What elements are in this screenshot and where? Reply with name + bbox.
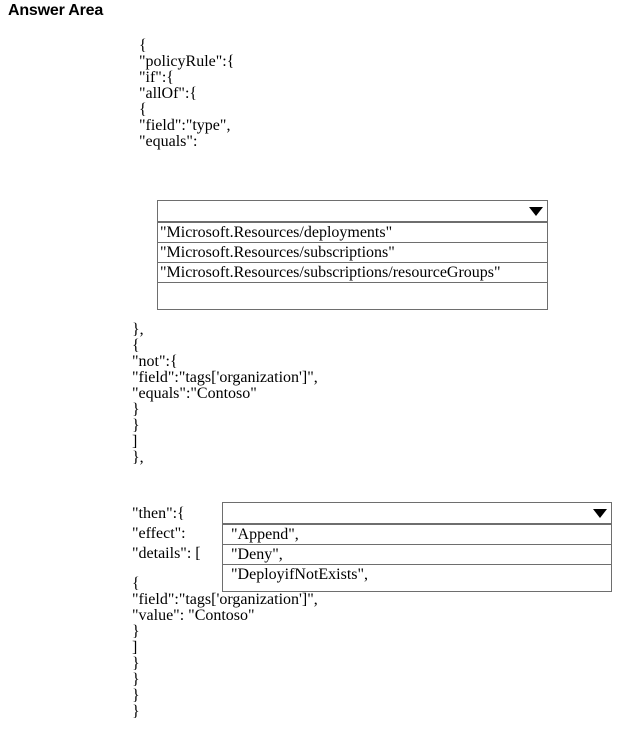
option-deployments[interactable]: "Microsoft.Resources/deployments" [158,223,547,243]
type-equals-options [157,222,548,310]
option-deny[interactable]: "Deny", [223,545,611,565]
type-equals-dropdown[interactable] [157,200,548,222]
policy-code-bottom: { "field":"tags['organization']", "value": "Contoso" } ] } } } } [132,575,318,720]
option-empty[interactable] [158,283,547,303]
effect-dropdown[interactable] [222,502,612,524]
details-line: "details": [ [132,545,201,562]
effect-line: "effect": [132,525,186,542]
option-subscriptions[interactable]: "Microsoft.Resources/subscriptions" [158,243,547,263]
chevron-down-icon[interactable] [593,509,607,518]
answer-area-heading: Answer Area [8,2,104,19]
chevron-down-icon[interactable] [529,207,543,216]
option-resource-groups[interactable]: "Microsoft.Resources/subscriptions/resourceGroups" [158,263,547,283]
then-line: "then":{ [132,505,185,522]
option-deployifnotexists[interactable]: "DeployifNotExists", [231,566,369,583]
policy-code-top: { "policyRule":{ "if":{ "allOf":{ { "field":"type", "equals": [139,37,235,150]
policy-code-middle: }, { "not":{ "field":"tags['organization']", "equals":"Contoso" } } ] }, [132,321,318,466]
option-append[interactable]: "Append", [223,525,611,545]
